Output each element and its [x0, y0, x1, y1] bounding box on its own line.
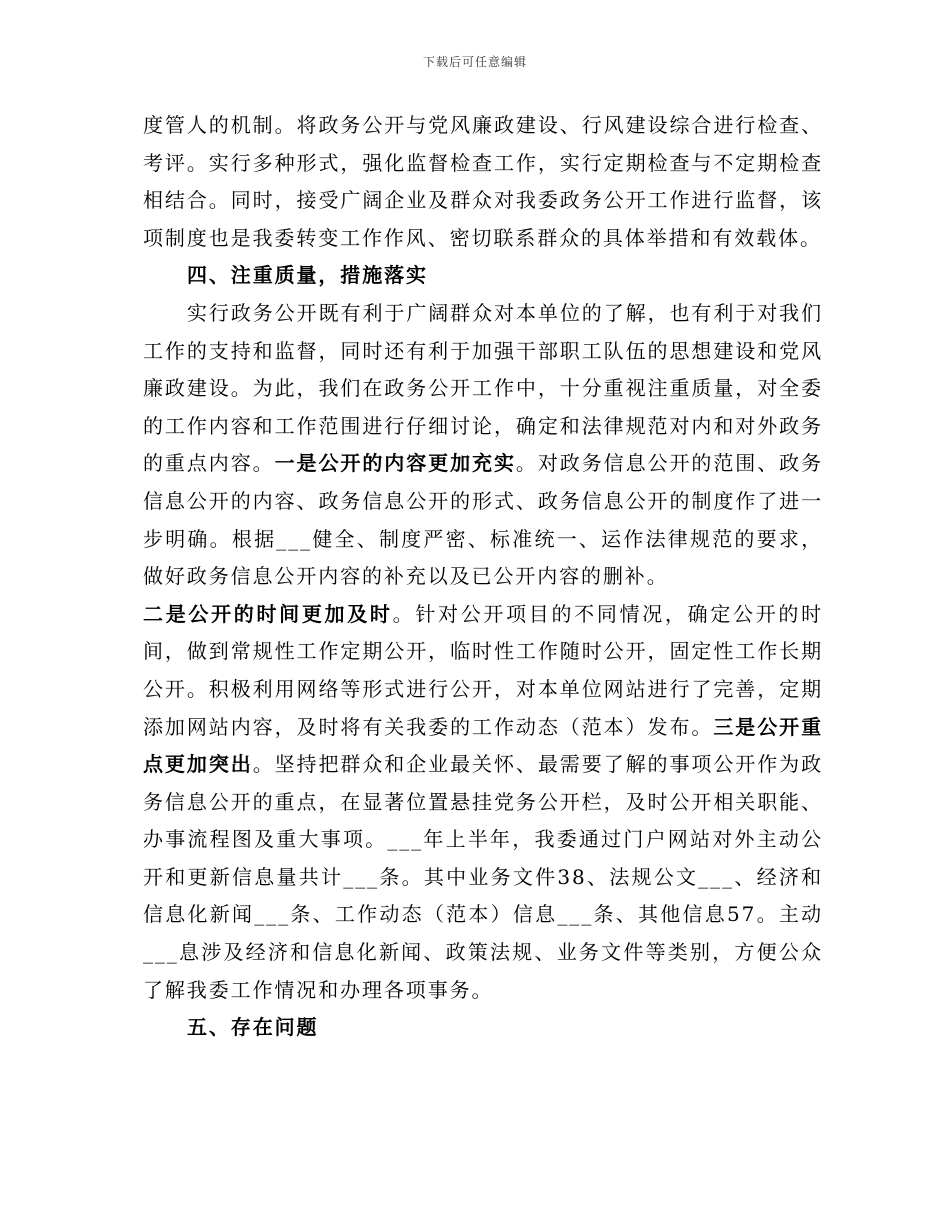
paragraph-continued: 度管人的机制。将政务公开与党风廉政建设、行风建设综合进行检查、考评。实行多种形式，强化监督检查工作，实行定期检查与不定期检查相结合。同时，接受广阔企业及群众对我委政务公开工作进行监督，该项制度也是我委转变工作作风、密切联系群众的具体举措和有效载体。: [143, 113, 823, 250]
paragraph-text-segment: 实行政务公开既有利于广阔群众对本单位的了解，也有利于对我们工作的支持和监督，同时还有利于加强干部职工队伍的思想建设和党风廉政建设。为此，我们在政务公开工作中，十分重视注重质量，对全委的工作内容和工作范围进行仔细讨论，确定和法律规范对内和对外政务的重点内容。: [143, 300, 823, 476]
paragraph-text-segment: 。针对公开项目的不同情况，确定公开的时间，做到常规性工作定期公开，临时性工作随时公开，固定性工作长期公开。积极利用网络等形式进行公开，对本单位网站进行了完善，定期添加网站内容，及时将有关我委的工作动态（范本）发布。: [143, 601, 823, 739]
paragraph-quality-measures: [143, 295, 823, 1009]
paragraph-text-segment: 。对政务信息公开的范围、政务信息公开的内容、政务信息公开的形式、政务信息公开的制度作了进一步明确。根据___健全、制度严密、标准统一、运作法律规范的要求，做好政务信息公开内容的补充以及已公开内容的删补。: [143, 451, 823, 589]
bold-point-1: 一是公开的内容更加充实: [274, 451, 516, 476]
document-body: [143, 107, 823, 1047]
section-heading-4: 四、注重质量，措施落实: [187, 263, 428, 288]
section-heading-5: 五、存在问题: [187, 1015, 319, 1040]
paragraph-text-segment: 。坚持把群众和企业最关怀、最需要了解的事项公开作为政务信息公开的重点，在显著位置悬挂党务公开栏，及时公开相关职能、办事流程图及重大事项。___年上半年，我委通过门户网站对外主动公开和更新信息量共计___条。其中业务文件38、法规公文___、经济和信息化新闻___条、工作动态（范本）信息___条、其他信息57。主动___息涉及经济和信息化新闻、政策法规、业务文件等类别，方便公众了解我委工作情况和办理各项事务。: [143, 752, 823, 1002]
bold-point-3: 三是公开重点更加突出: [143, 714, 824, 777]
page-header: 下载后可任意编辑: [422, 55, 527, 69]
bold-point-2: 二是公开的时间更加及时: [143, 601, 393, 626]
